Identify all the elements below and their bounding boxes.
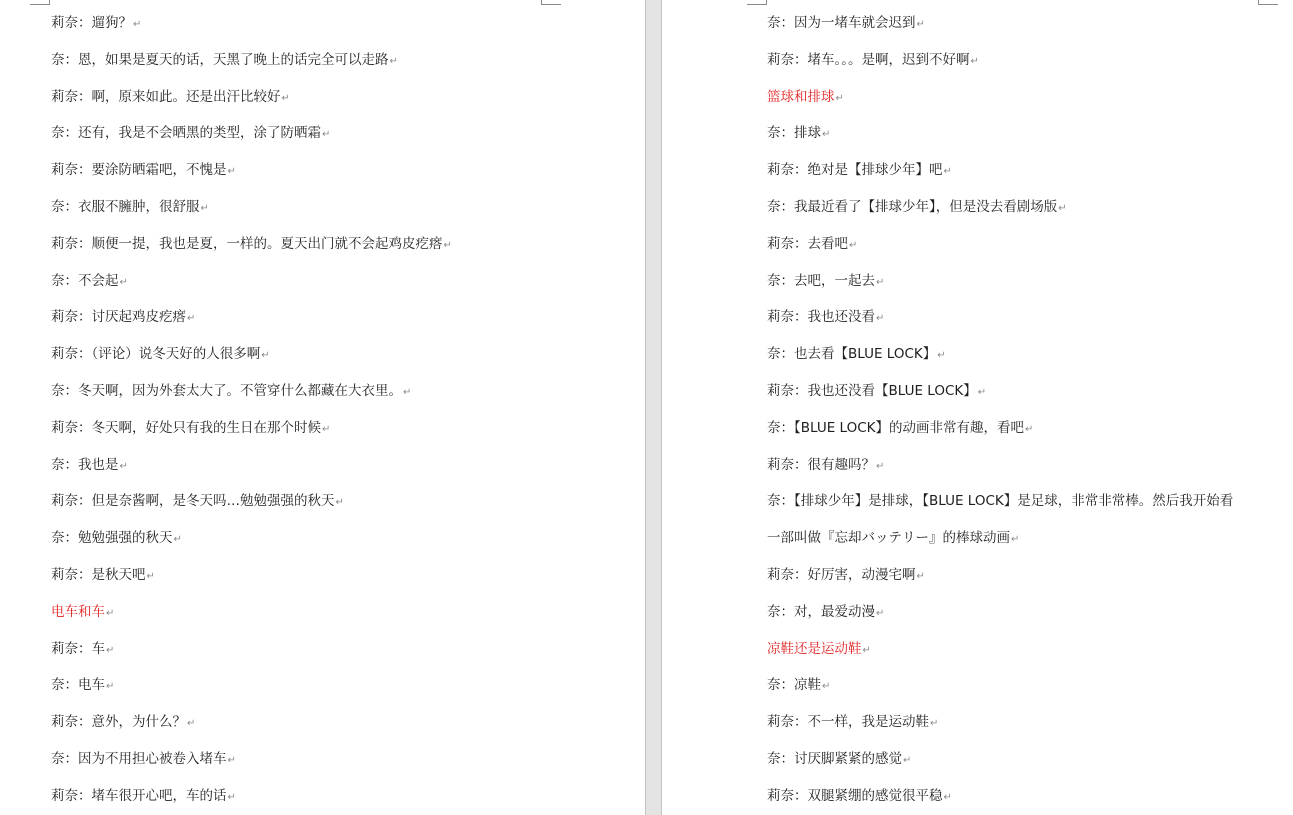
line-text: 篮球和排球 bbox=[767, 88, 835, 105]
dialogue-line[interactable] bbox=[767, 745, 1293, 782]
section-heading[interactable] bbox=[767, 635, 1293, 672]
paragraph-mark-icon: ↵ bbox=[227, 754, 236, 766]
paragraph-mark-icon: ↵ bbox=[916, 19, 925, 30]
paragraph-mark-icon: ↵ bbox=[1025, 423, 1034, 435]
paragraph-mark-icon: ↵ bbox=[903, 754, 912, 766]
line-text: 电车和车 bbox=[51, 603, 105, 620]
paragraph-mark-icon: ↵ bbox=[322, 423, 331, 435]
paragraph-mark-icon: ↵ bbox=[106, 681, 115, 693]
dialogue-line[interactable] bbox=[767, 9, 1293, 46]
dialogue-line[interactable] bbox=[51, 671, 645, 708]
line-text: 莉奈：车 bbox=[51, 640, 105, 657]
dialogue-line[interactable] bbox=[51, 119, 645, 156]
paragraph-mark-icon: ↵ bbox=[943, 791, 952, 803]
dialogue-line[interactable] bbox=[767, 598, 1293, 635]
line-text: 莉奈：绝对是【排球少年】吧 bbox=[767, 162, 943, 179]
dialogue-line[interactable] bbox=[51, 782, 645, 815]
line-text: 奈：衣服不臃肿，很舒服 bbox=[51, 198, 200, 215]
line-text: 莉奈：堵车很开心吧，车的话 bbox=[51, 787, 227, 804]
line-text: 奈：【排球少年】是排球，【BLUE LOCK】是足球，非常非常棒。然后我开始看 bbox=[767, 493, 1234, 510]
dialogue-line[interactable] bbox=[51, 708, 645, 745]
paragraph-mark-icon: ↵ bbox=[403, 386, 412, 398]
paragraph-mark-icon: ↵ bbox=[200, 202, 209, 214]
dialogue-line[interactable] bbox=[51, 745, 645, 782]
line-text: 奈：讨厌脚紧紧的感觉 bbox=[767, 750, 902, 767]
paragraph-mark-icon: ↵ bbox=[119, 460, 128, 472]
paragraph-mark-icon: ↵ bbox=[173, 534, 182, 546]
line-text: 莉奈：双腿紧绷的感觉很平稳 bbox=[767, 787, 943, 804]
dialogue-line[interactable] bbox=[51, 230, 645, 267]
paragraph-mark-icon: ↵ bbox=[335, 497, 344, 509]
line-text: 奈：排球 bbox=[767, 125, 821, 142]
paragraph-mark-icon: ↵ bbox=[916, 570, 925, 582]
dialogue-line[interactable] bbox=[51, 9, 645, 46]
paragraph-mark-icon: ↵ bbox=[187, 718, 196, 730]
margin-corner-mark bbox=[747, 0, 767, 5]
dialogue-line[interactable] bbox=[767, 708, 1293, 745]
line-text: 莉奈：但是奈酱啊，是冬天吗…勉勉强强的秋天 bbox=[51, 493, 335, 510]
line-text: 莉奈：意外，为什么？ bbox=[51, 714, 186, 731]
dialogue-line[interactable] bbox=[51, 303, 645, 340]
page-gap bbox=[645, 0, 662, 815]
paragraph-mark-icon: ↵ bbox=[822, 129, 831, 141]
line-text: 莉奈：遛狗？ bbox=[51, 15, 132, 31]
paragraph-mark-icon: ↵ bbox=[1011, 534, 1020, 546]
line-text: 奈：恩，如果是夏天的话，天黑了晚上的话完全可以走路 bbox=[51, 51, 389, 68]
line-text: 莉奈：很有趣吗？ bbox=[767, 456, 875, 473]
paragraph-mark-icon: ↵ bbox=[849, 239, 858, 251]
dialogue-line[interactable] bbox=[767, 340, 1293, 377]
dialogue-line[interactable] bbox=[767, 782, 1293, 815]
dialogue-line[interactable] bbox=[767, 193, 1293, 230]
paragraph-mark-icon: ↵ bbox=[227, 791, 236, 803]
dialogue-line[interactable] bbox=[767, 230, 1293, 267]
dialogue-line[interactable] bbox=[51, 487, 645, 524]
line-text: 莉奈：好厉害，动漫宅啊 bbox=[767, 566, 916, 583]
paragraph-mark-icon: ↵ bbox=[977, 386, 987, 398]
dialogue-line[interactable] bbox=[51, 524, 645, 561]
line-text: 奈：因为不用担心被卷入堵车 bbox=[51, 750, 227, 767]
paragraph-mark-icon: ↵ bbox=[862, 644, 871, 656]
paragraph-mark-icon: ↵ bbox=[146, 570, 155, 582]
paragraph-mark-icon: ↵ bbox=[227, 166, 236, 178]
paragraph-mark-icon: ↵ bbox=[281, 92, 290, 104]
margin-corner-mark bbox=[541, 0, 561, 5]
line-text: 奈：勉勉强强的秋天 bbox=[51, 530, 173, 547]
paragraph-mark-icon: ↵ bbox=[937, 350, 946, 362]
dialogue-line[interactable] bbox=[767, 156, 1293, 193]
dialogue-line[interactable] bbox=[767, 487, 1293, 524]
dialogue-line[interactable] bbox=[767, 119, 1293, 156]
dialogue-line[interactable] bbox=[767, 671, 1293, 708]
paragraph-mark-icon: ↵ bbox=[187, 313, 196, 325]
dialogue-line[interactable] bbox=[767, 46, 1293, 83]
document-page-right[interactable] bbox=[662, 0, 1293, 815]
line-text: 奈：去吧，一起去 bbox=[767, 272, 875, 289]
paragraph-mark-icon: ↵ bbox=[1058, 202, 1067, 214]
dialogue-line[interactable] bbox=[767, 303, 1293, 340]
paragraph-mark-icon: ↵ bbox=[133, 19, 142, 30]
line-text: 莉奈：顺便一提，我也是夏，一样的。夏天出门就不会起鸡皮疙瘩 bbox=[51, 235, 443, 252]
line-text: 奈：凉鞋 bbox=[767, 677, 821, 694]
dialogue-line[interactable] bbox=[767, 561, 1293, 598]
section-heading[interactable] bbox=[767, 83, 1293, 120]
paragraph-mark-icon: ↵ bbox=[876, 276, 885, 288]
line-text: 莉奈：（评论）说冬天好的人很多啊 bbox=[51, 346, 261, 363]
paragraph-mark-icon: ↵ bbox=[943, 166, 952, 178]
dialogue-line[interactable] bbox=[51, 451, 645, 488]
line-text: 莉奈：我也还没看【BLUE LOCK】 bbox=[767, 382, 977, 399]
line-text: 奈：【BLUE LOCK】的动画非常有趣，看吧 bbox=[767, 419, 1025, 436]
paragraph-mark-icon: ↵ bbox=[835, 92, 844, 104]
dialogue-line[interactable] bbox=[767, 414, 1293, 451]
paragraph-mark-icon: ↵ bbox=[106, 607, 115, 619]
dialogue-line[interactable] bbox=[767, 267, 1293, 304]
line-text: 莉奈：啊，原来如此。还是出汗比较好 bbox=[51, 88, 281, 105]
dialogue-line[interactable] bbox=[767, 451, 1293, 488]
line-text: 莉奈：是秋天吧 bbox=[51, 566, 146, 583]
dialogue-line[interactable] bbox=[767, 377, 1293, 414]
line-text: 莉奈：要涂防晒霜吧，不愧是 bbox=[51, 162, 227, 179]
section-heading[interactable] bbox=[51, 598, 645, 635]
line-text: 奈：我最近看了【排球少年】，但是没去看剧场版 bbox=[767, 198, 1058, 215]
line-text: 莉奈：冬天啊，好处只有我的生日在那个时候 bbox=[51, 419, 321, 436]
dialogue-line[interactable] bbox=[51, 83, 645, 120]
line-text: 莉奈：去看吧 bbox=[767, 235, 848, 252]
margin-corner-mark bbox=[30, 0, 50, 5]
dialogue-line[interactable] bbox=[51, 414, 645, 451]
line-text: 凉鞋还是运动鞋 bbox=[767, 640, 862, 657]
dialogue-line[interactable] bbox=[51, 267, 645, 304]
line-text: 奈：还有，我是不会晒黑的类型，涂了防晒霜 bbox=[51, 125, 321, 142]
paragraph-mark-icon: ↵ bbox=[822, 681, 831, 693]
line-text: 奈：也去看【BLUE LOCK】 bbox=[767, 346, 937, 363]
page-text-body[interactable] bbox=[767, 9, 1293, 815]
line-text: 奈：电车 bbox=[51, 677, 105, 694]
line-text: 莉奈：堵车。。。是啊，迟到不好啊 bbox=[767, 51, 970, 68]
dialogue-line[interactable] bbox=[51, 377, 645, 414]
line-text: 莉奈：不一样，我是运动鞋 bbox=[767, 714, 929, 731]
paragraph-mark-icon: ↵ bbox=[106, 644, 115, 656]
dialogue-line[interactable] bbox=[51, 561, 645, 598]
paragraph-mark-icon: ↵ bbox=[930, 718, 939, 730]
paragraph-mark-icon: ↵ bbox=[389, 55, 398, 67]
paragraph-mark-icon: ↵ bbox=[970, 55, 979, 67]
dialogue-line[interactable] bbox=[51, 46, 645, 83]
dialogue-line[interactable] bbox=[767, 524, 1293, 561]
line-text: 奈：冬天啊，因为外套太大了。不管穿什么都藏在大衣里。 bbox=[51, 382, 402, 399]
margin-corner-mark bbox=[1258, 0, 1278, 5]
paragraph-mark-icon: ↵ bbox=[261, 350, 270, 362]
paragraph-mark-icon: ↵ bbox=[876, 607, 885, 619]
line-text: 奈：因为一堵车就会迟到 bbox=[767, 15, 916, 31]
line-text: 奈：我也是 bbox=[51, 456, 119, 473]
dialogue-line[interactable] bbox=[51, 156, 645, 193]
paragraph-mark-icon: ↵ bbox=[322, 129, 331, 141]
paragraph-mark-icon: ↵ bbox=[876, 460, 885, 472]
dialogue-line[interactable] bbox=[51, 340, 645, 377]
dialogue-line[interactable] bbox=[51, 193, 645, 230]
dialogue-line[interactable] bbox=[51, 635, 645, 672]
line-text: 莉奈：我也还没看 bbox=[767, 309, 875, 326]
page-text-body[interactable] bbox=[51, 9, 645, 815]
document-page-left[interactable] bbox=[0, 0, 645, 815]
line-text: 莉奈：讨厌起鸡皮疙瘩 bbox=[51, 309, 186, 326]
paragraph-mark-icon: ↵ bbox=[876, 313, 885, 325]
line-text: 奈：不会起 bbox=[51, 272, 119, 289]
line-text: 一部叫做『忘却バッテリー』的棒球动画 bbox=[767, 530, 1010, 547]
paragraph-mark-icon: ↵ bbox=[443, 239, 452, 251]
line-text: 奈：对，最爱动漫 bbox=[767, 603, 875, 620]
paragraph-mark-icon: ↵ bbox=[119, 276, 128, 288]
